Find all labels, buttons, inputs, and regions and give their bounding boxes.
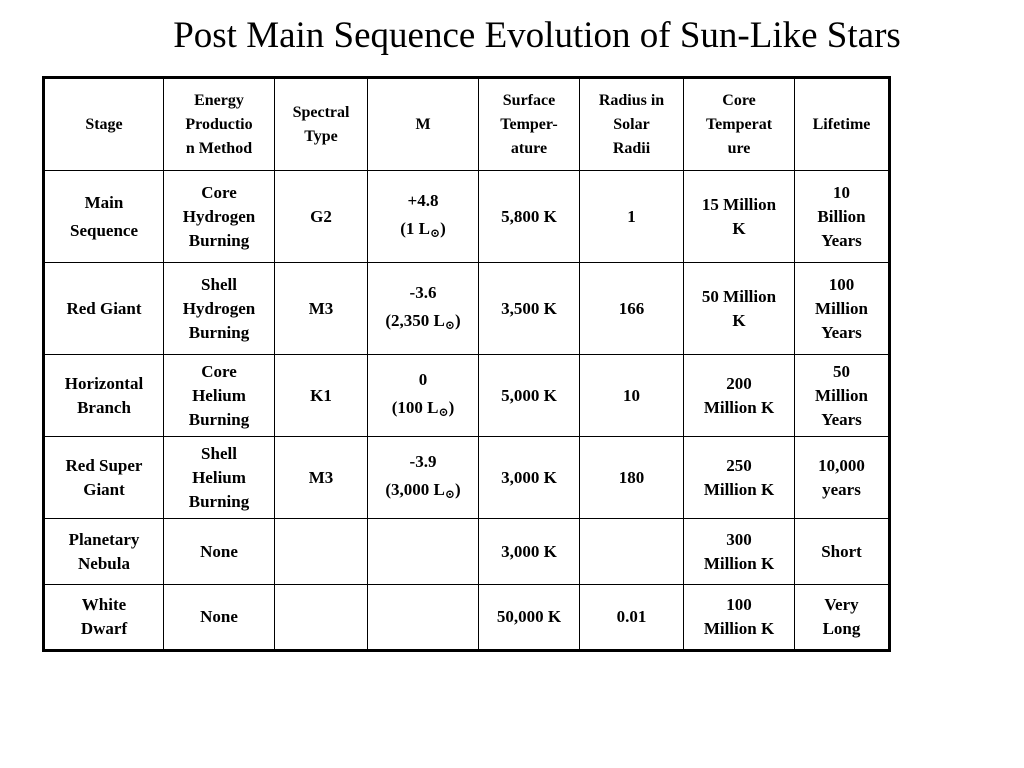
spectral-type-cell <box>275 585 368 651</box>
header-cell-energy-method: Energy Productio n Method <box>164 78 275 171</box>
energy-method-cell: Shell Helium Burning <box>164 437 275 519</box>
sun-symbol-icon: ⊙ <box>430 225 441 240</box>
sun-symbol-icon: ⊙ <box>438 404 449 419</box>
lifetime-cell: 10,000 years <box>795 437 890 519</box>
magnitude-cell <box>368 519 479 585</box>
radius-cell: 1 <box>580 171 684 263</box>
lifetime-cell: Very Long <box>795 585 890 651</box>
surface-temperature-cell: 5,800 K <box>479 171 580 263</box>
core-temperature-cell: 250 Million K <box>684 437 795 519</box>
stage-cell: Main Sequence <box>44 171 164 263</box>
table-row-red-super-giant <box>44 437 890 519</box>
lifetime-cell: 50 Million Years <box>795 355 890 437</box>
stage-cell: Planetary Nebula <box>44 519 164 585</box>
sun-symbol-icon: ⊙ <box>444 317 455 332</box>
sun-symbol-icon: ⊙ <box>444 486 455 501</box>
spectral-type-cell: K1 <box>275 355 368 437</box>
energy-method-cell: None <box>164 519 275 585</box>
table-row-horizontal-branch <box>44 355 890 437</box>
radius-cell <box>580 519 684 585</box>
energy-method-cell: Core Helium Burning <box>164 355 275 437</box>
radius-cell: 166 <box>580 263 684 355</box>
core-temperature-cell: 50 Million K <box>684 263 795 355</box>
header-cell-lifetime: Lifetime <box>795 78 890 171</box>
table-row-main-sequence <box>44 171 890 263</box>
lifetime-cell: Short <box>795 519 890 585</box>
surface-temperature-cell: 5,000 K <box>479 355 580 437</box>
lifetime-cell: 10 Billion Years <box>795 171 890 263</box>
magnitude-cell: -3.6 (2,350 L⊙) <box>368 263 479 355</box>
stellar-evolution-table <box>42 76 891 652</box>
magnitude-cell: 0 (100 L⊙) <box>368 355 479 437</box>
radius-cell: 0.01 <box>580 585 684 651</box>
spectral-type-cell: M3 <box>275 263 368 355</box>
core-temperature-cell: 100 Million K <box>684 585 795 651</box>
header-cell-radius: Radius in Solar Radii <box>580 78 684 171</box>
header-cell-surface-temperature: Surface Temper- ature <box>479 78 580 171</box>
header-cell-spectral-type: Spectral Type <box>275 78 368 171</box>
header-cell-stage: Stage <box>44 78 164 171</box>
slide-title: Post Main Sequence Evolution of Sun-Like Stars <box>173 15 901 56</box>
magnitude-cell: +4.8 (1 L⊙) <box>368 171 479 263</box>
magnitude-cell <box>368 585 479 651</box>
energy-method-cell: Core Hydrogen Burning <box>164 171 275 263</box>
magnitude-cell: -3.9 (3,000 L⊙) <box>368 437 479 519</box>
surface-temperature-cell: 3,500 K <box>479 263 580 355</box>
radius-cell: 10 <box>580 355 684 437</box>
surface-temperature-cell: 50,000 K <box>479 585 580 651</box>
radius-cell: 180 <box>580 437 684 519</box>
table-row-planetary-nebula <box>44 519 890 585</box>
surface-temperature-cell: 3,000 K <box>479 437 580 519</box>
spectral-type-cell <box>275 519 368 585</box>
luminosity-value: (3,000 L⊙) <box>385 479 461 501</box>
core-temperature-cell: 300 Million K <box>684 519 795 585</box>
stage-cell: White Dwarf <box>44 585 164 651</box>
energy-method-cell: Shell Hydrogen Burning <box>164 263 275 355</box>
spectral-type-cell: G2 <box>275 171 368 263</box>
table-row-white-dwarf <box>44 585 890 651</box>
core-temperature-cell: 15 Million K <box>684 171 795 263</box>
stage-cell: Red Giant <box>44 263 164 355</box>
header-row <box>44 78 890 171</box>
spectral-type-cell: M3 <box>275 437 368 519</box>
surface-temperature-cell: 3,000 K <box>479 519 580 585</box>
luminosity-value: (1 L⊙) <box>400 218 446 240</box>
luminosity-value: (100 L⊙) <box>391 397 455 419</box>
luminosity-value: (2,350 L⊙) <box>385 310 461 332</box>
lifetime-cell: 100 Million Years <box>795 263 890 355</box>
header-cell-magnitude: M <box>368 78 479 171</box>
stage-cell: Red Super Giant <box>44 437 164 519</box>
header-cell-core-temperature: Core Temperat ure <box>684 78 795 171</box>
stage-cell: Horizontal Branch <box>44 355 164 437</box>
table-row-red-giant <box>44 263 890 355</box>
energy-method-cell: None <box>164 585 275 651</box>
core-temperature-cell: 200 Million K <box>684 355 795 437</box>
